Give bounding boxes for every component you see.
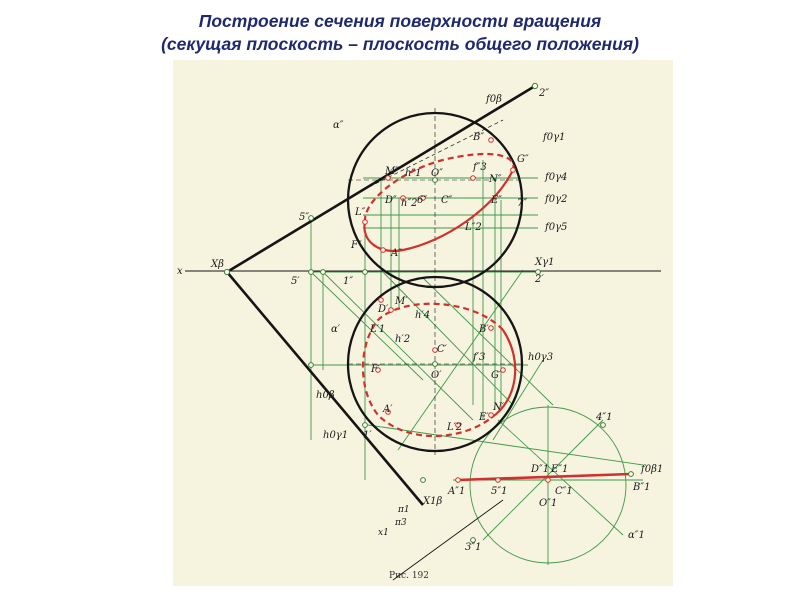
- label-pi3: π3: [395, 518, 407, 528]
- label-x-beta: Xβ: [211, 259, 224, 270]
- label-p2p: 2′: [535, 274, 544, 285]
- label-p5: 5″: [299, 212, 310, 223]
- label-h0b: h0β: [316, 390, 335, 401]
- title-line-2: (секущая плоскость – плоскость общего положения): [161, 34, 639, 54]
- label-G2: G″: [517, 154, 529, 165]
- label-f0b1: f0β1: [641, 464, 664, 475]
- label-x1-beta: X1β: [423, 496, 443, 507]
- label-N2: N″: [489, 174, 502, 185]
- label-p4-1: 4″1: [596, 412, 613, 423]
- label-pi1: π1: [398, 505, 410, 515]
- paper-background: [173, 60, 673, 586]
- label-h2-1: h′2: [395, 334, 411, 345]
- label-E2: E″: [491, 195, 503, 206]
- label-xg1: Xγ1: [535, 257, 555, 268]
- label-alpha1: α′: [331, 324, 341, 335]
- label-D1: D′: [378, 304, 389, 315]
- label-L2: L″: [355, 207, 366, 218]
- label-p7: 7″: [517, 198, 528, 209]
- construction-drawing: [173, 60, 673, 586]
- label-h0g3: h0γ3: [528, 352, 554, 363]
- label-B1-1: B″1: [633, 482, 651, 493]
- label-C2: C″: [441, 195, 453, 206]
- label-C1-1: C″1: [555, 486, 573, 497]
- label-A1: A′: [383, 404, 393, 415]
- label-L1-1: L′1: [370, 324, 386, 335]
- label-A1-1: A″1: [448, 486, 466, 497]
- label-p1: 1″: [343, 276, 354, 287]
- label-M1: M′: [395, 296, 408, 307]
- label-alpha2: α″: [333, 120, 344, 131]
- label-h1-2: h″1: [405, 168, 422, 179]
- label-alpha1-2: α″1: [628, 530, 645, 541]
- slide-title: [0, 10, 800, 56]
- label-A2: A″: [391, 248, 402, 259]
- label-p5-1: 5″1: [491, 486, 508, 497]
- label-O1-1: O″1: [539, 498, 558, 509]
- label-F1: F′: [371, 364, 381, 375]
- label-F2: F″: [351, 240, 362, 251]
- figure-caption: Рис. 192: [389, 571, 429, 581]
- label-E1-1: E″1: [551, 464, 569, 475]
- label-p3-1: 3″1: [465, 542, 482, 553]
- label-G1: G′: [491, 370, 502, 381]
- label-h2-2: h″2: [401, 198, 418, 209]
- label-C1: C′: [437, 344, 447, 355]
- label-L2-1: L′2: [447, 422, 463, 433]
- label-L2-2: L″2: [465, 222, 482, 233]
- label-B1: B′: [479, 324, 489, 335]
- label-B2: B″: [473, 132, 485, 143]
- label-D2: D″: [385, 195, 397, 206]
- label-f0g2: f0γ2: [545, 194, 568, 205]
- label-p5p: 5′: [291, 276, 300, 287]
- label-E1: E′: [479, 412, 489, 423]
- label-h4-1: h′4: [415, 310, 431, 321]
- label-p1p: 1′: [363, 430, 372, 441]
- label-p2: 2″: [539, 88, 550, 99]
- label-f0g4: f0γ4: [545, 172, 568, 183]
- label-h0g1: h0γ1: [323, 430, 349, 441]
- title-line-1: Построение сечения поверхности вращения: [198, 11, 602, 31]
- label-O1: O′: [431, 370, 442, 381]
- label-f3-2: f″3: [473, 162, 487, 173]
- label-N1: N′: [493, 402, 505, 413]
- label-x-axis: x: [177, 266, 183, 277]
- label-f0g5: f0γ5: [545, 222, 568, 233]
- label-f0g1: f0γ1: [543, 132, 566, 143]
- label-M2: M″: [385, 166, 399, 177]
- label-x1: x1: [378, 528, 389, 538]
- label-p6: 6″: [417, 195, 428, 206]
- label-O2: O″: [431, 168, 443, 179]
- label-D1-1: D″1: [531, 464, 550, 475]
- label-f3-1: f′3: [473, 352, 486, 363]
- label-f0b: f0β: [486, 94, 502, 105]
